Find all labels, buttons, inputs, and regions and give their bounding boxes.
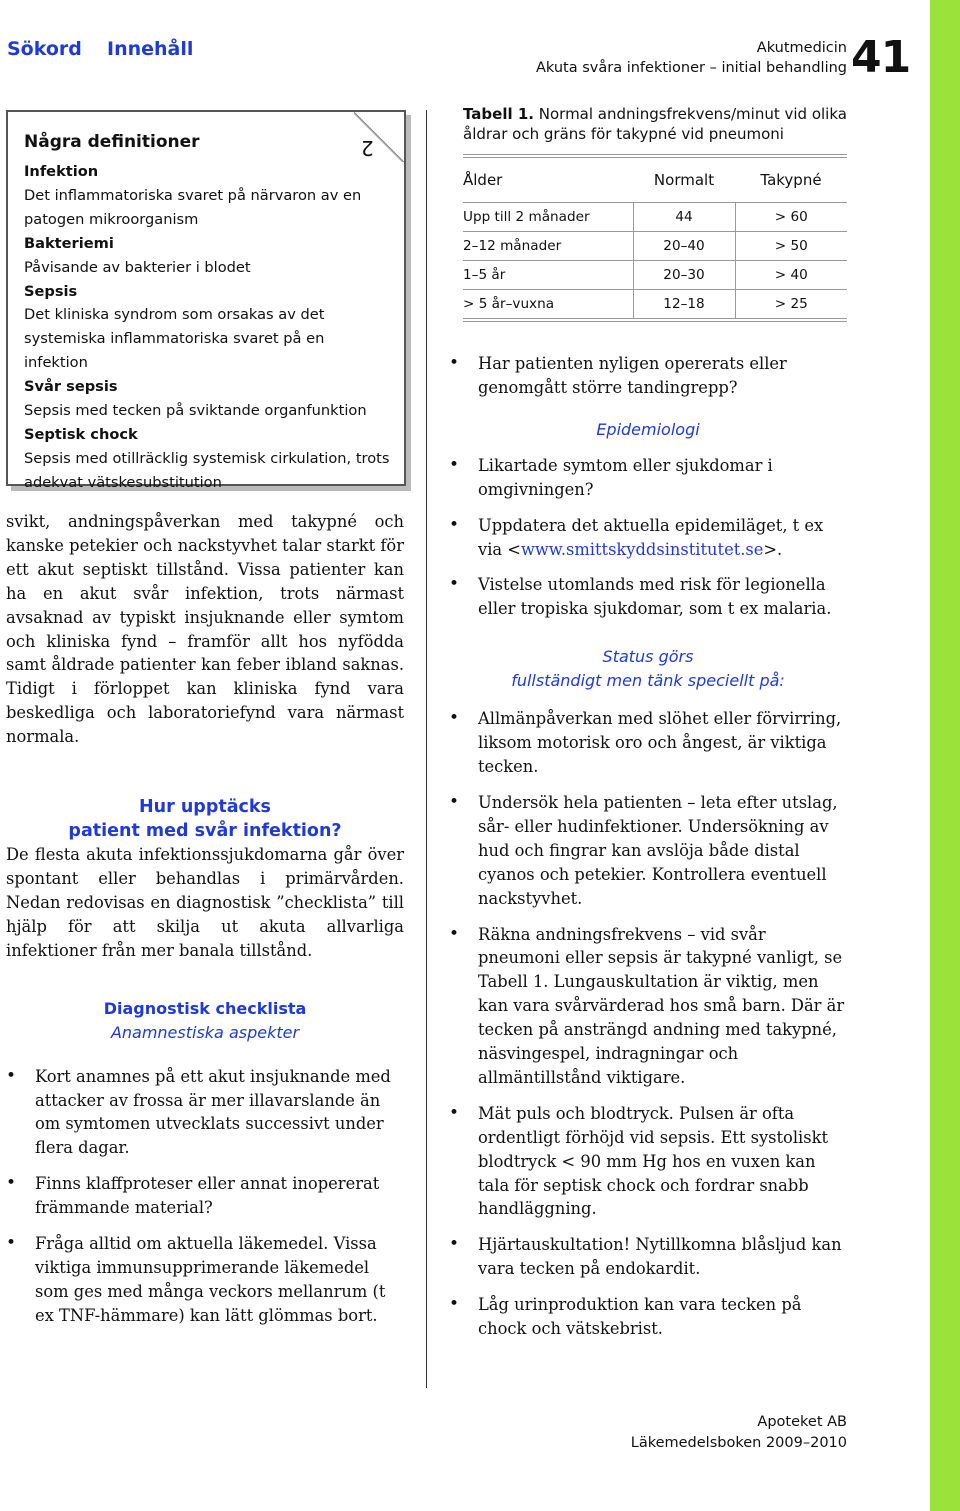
body-paragraph: De flesta akuta infektionssjukdomarna går över spontant eller behandlas i primärvården. Nedan redovisas en diagnostisk ”checklista” till hjälp för att skilja ut akuta allvarliga infektioner från mer banala tillstånd. <box>6 845 404 960</box>
definition-text: Sepsis med tecken på sviktande organfunktion <box>24 402 367 420</box>
left-column <box>6 510 404 1340</box>
table-cell: > 40 <box>735 261 847 290</box>
chapter-subtitle: Akuta svåra infektioner – initial behandling <box>535 60 847 76</box>
list-item: • Kort anamnes på ett akut insjuknande med attacker av frossa är mer illavarslande än om symtomen utvecklats successivt under flera dagar. <box>6 1065 404 1161</box>
table-row <box>463 261 847 290</box>
list-item: • Vistelse utomlands med risk för legionella eller tropiska sjukdomar, som t ex malaria. <box>449 573 847 621</box>
table-cell: 12–18 <box>633 290 735 321</box>
nav-search-link[interactable]: Sökord <box>7 38 82 60</box>
table-caption-text: Normal andningsfrekvens/minut vid olika åldrar och gräns för takypné vid pneumoni <box>463 105 847 143</box>
list-item-text: Uppdatera det aktuella epidemiläget, t ex via < <box>478 515 824 559</box>
table-caption <box>463 104 847 144</box>
list-item: • Fråga alltid om aktuella läkemedel. Vissa viktiga immunsupprimerande läkemedel som ges med många veckors mellanrum (t ex TNF-hämmare) kan lätt glömmas bort. <box>6 1232 404 1328</box>
status-heading-line: Status görs <box>602 647 694 667</box>
definition-text: Påvisande av bakterier i blodet <box>24 258 251 276</box>
epidemiology-bullets <box>449 454 847 621</box>
checklist-bullets <box>6 1065 404 1328</box>
definitions-title: Några definitioner <box>24 132 200 152</box>
respiratory-rate-table <box>463 154 847 322</box>
book-title: Läkemedelsboken 2009–2010 <box>630 1435 847 1451</box>
table-header: Ålder <box>463 171 503 189</box>
table-header: Takypné <box>760 171 822 189</box>
definition-term: Sepsis <box>24 282 78 300</box>
definition-text: Sepsis med otillräcklig systemisk cirkulation, trots adekvat vätskesubstitution <box>24 449 390 491</box>
list-item: • Likartade symtom eller sjukdomar i omgivningen? <box>449 454 847 502</box>
table-cell: 20–30 <box>633 261 735 290</box>
table-caption-label: Tabell 1. <box>463 105 534 123</box>
table-cell: 1–5 år <box>463 261 633 290</box>
definition-term: Septisk chock <box>24 425 138 443</box>
list-item: • Har patienten nyligen opererats eller genomgått större tandingrepp? <box>449 352 847 400</box>
table-header-row <box>463 156 847 203</box>
smittskydd-link[interactable]: www.smittskyddsinstitutet.se <box>520 539 764 559</box>
table-row <box>463 290 847 321</box>
definition-term: Svår sepsis <box>24 378 118 396</box>
list-item <box>449 514 847 562</box>
list-item: • Mät puls och blodtryck. Pulsen är ofta ordentligt förhöjd vid sepsis. Ett systoliskt blodtryck < 90 mm Hg hos en vuxen kan tala för septisk chock och fordrar snabb handläggning. <box>449 1102 847 1222</box>
table-cell: > 25 <box>735 290 847 321</box>
section-heading-line: patient med svår infektion? <box>68 821 342 842</box>
table-header: Normalt <box>653 171 715 189</box>
column-divider <box>426 110 427 1388</box>
definitions-list <box>24 160 392 495</box>
table-cell: 20–40 <box>633 232 735 261</box>
table-row <box>463 203 847 232</box>
publisher: Apoteket AB <box>757 1414 847 1430</box>
list-item: • Undersök hela patienten – leta efter utslag, sår- eller hudinfektioner. Undersökning av hud och fingrar kan avslöja både distal cyanos och petekier. Kontrollera eventuell nackstyvhet. <box>449 791 847 911</box>
table-row <box>463 232 847 261</box>
list-item: • Allmänpåverkan med slöhet eller förvirring, liksom motorisk oro och ångest, är viktiga tecken. <box>449 707 847 779</box>
checklist-subheading: Anamnestiska aspekter <box>110 1022 300 1042</box>
table-cell: Upp till 2 månader <box>463 203 633 232</box>
side-color-bar <box>930 0 960 1511</box>
status-heading-line: fullständigt men tänk speciellt på: <box>511 671 785 691</box>
definitions-box <box>6 110 406 491</box>
definition-text: Det kliniska syndrom som orsakas av det systemiska inflammatoriska svaret på en infektion <box>24 306 325 372</box>
list-item: • Låg urinproduktion kan vara tecken på chock och vätskebrist. <box>449 1293 847 1341</box>
nav-contents-link[interactable]: Innehåll <box>107 38 194 60</box>
table-cell: > 5 år–vuxna <box>463 290 633 321</box>
table-cell: 2–12 månader <box>463 232 633 261</box>
table-cell: > 60 <box>735 203 847 232</box>
right-column <box>449 104 847 1353</box>
status-bullets <box>449 707 847 1341</box>
corner-number: 2 <box>361 136 374 160</box>
table-cell: > 50 <box>735 232 847 261</box>
section-title: Akutmedicin <box>756 40 847 56</box>
definition-term: Infektion <box>24 163 99 180</box>
definition-text: Det inflammatoriska svaret på närvaron av en patogen mikroorganism <box>24 186 362 228</box>
body-paragraph: svikt, andningspåverkan med takypné och kanske petekier och nackstyvhet talar starkt för ett akut septiskt tillstånd. Vissa patienter kan ha en akut svår infektion, trots närmast avsaknad av typiskt insjuknande eller symtom och kliniska fynd – framför allt hos nyfödda samt åldrade patienter kan feber ibland saknas. Tidigt i förloppet kan kliniska fynd vara beskedliga och laboratoriefynd vara närmast normala. <box>6 512 404 747</box>
definition-term: Bakteriemi <box>24 234 114 252</box>
surgery-bullet <box>449 352 847 400</box>
list-item: • Räkna andningsfrekvens – vid svår pneumoni eller sepsis är takypné vanligt, se Tabell 1. Lungauskultation är viktig, men kan vara svårvärderad hos små barn. Där är tecken på ansträngd andning med takypné, näsvingespel, indragningar och allmäntillstånd viktigare. <box>449 923 847 1090</box>
page-header <box>536 38 847 78</box>
list-item: • Hjärtauskultation! Nytillkomna blåsljud kan vara tecken på endokardit. <box>449 1233 847 1281</box>
section-heading-line: Hur upptäcks <box>139 797 271 818</box>
page-footer <box>631 1412 847 1454</box>
page-number: 41 <box>851 32 911 83</box>
epidemiology-heading: Epidemiologi <box>596 419 700 439</box>
checklist-heading: Diagnostisk checklista <box>103 998 307 1018</box>
list-item: • Finns klaffproteser eller annat inopererat främmande material? <box>6 1172 404 1220</box>
table-cell: 44 <box>633 203 735 232</box>
list-item-text-end: >. <box>763 539 783 559</box>
